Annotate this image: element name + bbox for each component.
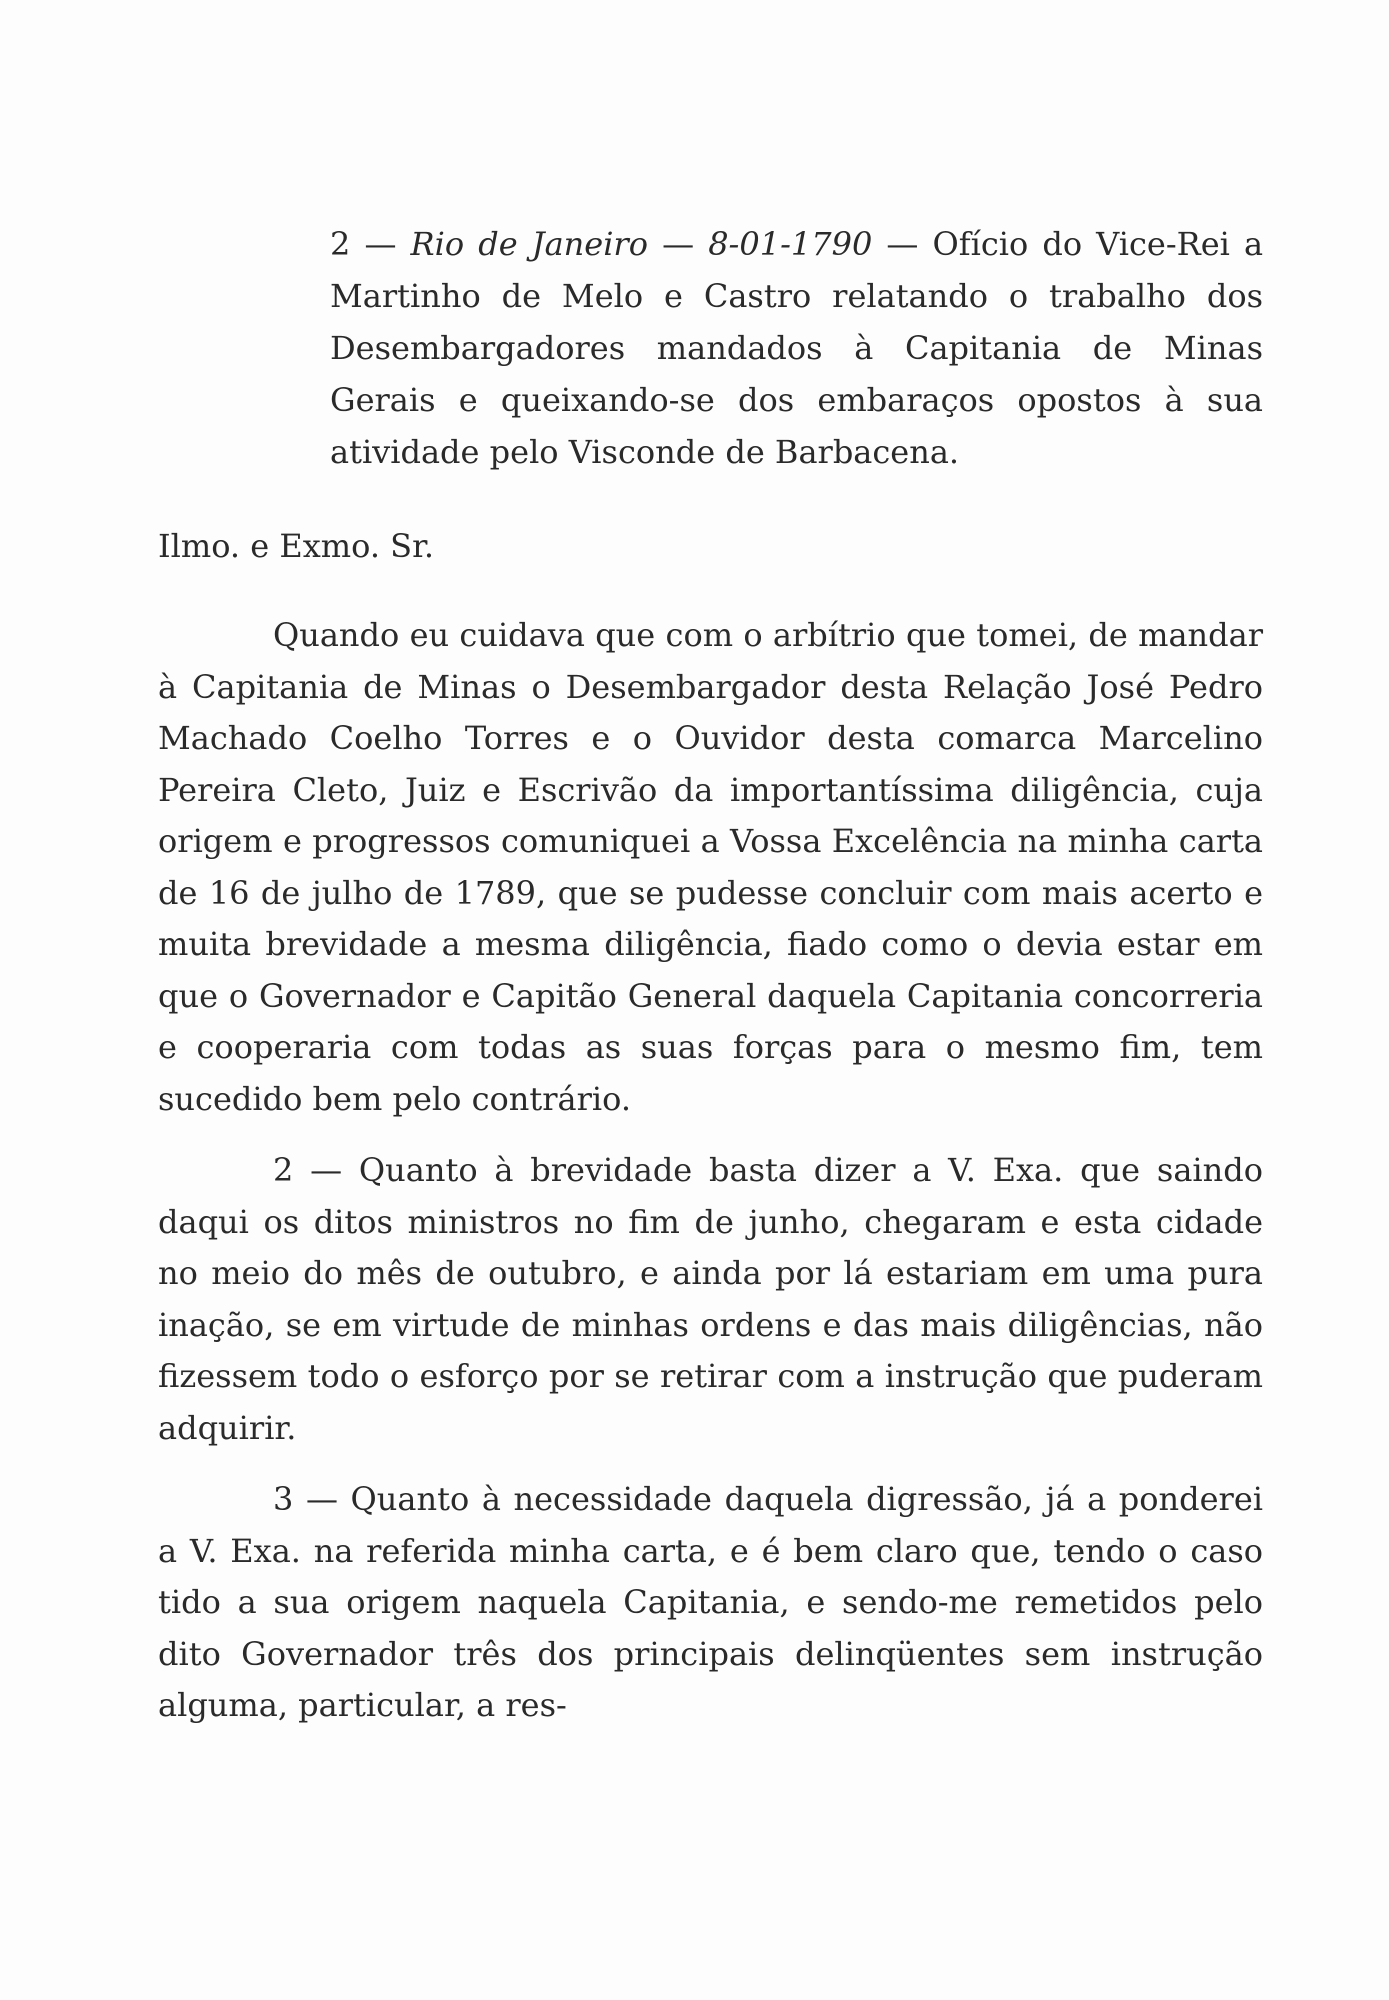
document-summary [330,218,1263,478]
paragraph-1: Quando eu cuidava que com o arbítrio que tomei, de mandar à Capitania de Minas o Desembargador desta Relação José Pedro Machado Coelho Torres e o Ouvidor desta comarca Marcelino Pereira Cleto, Juiz e Escrivão da importantíssima diligência, cuja origem e progressos comuniquei a Vossa Excelência na minha carta de 16 de julho de 1789, que se pudesse concluir com mais acerto e muita brevidade a mesma diligência, fiado como o devia estar em que o Governador e Capitão General daquela Capitania concorreria e cooperaria com todas as suas forças para o mesmo fim, tem sucedido bem pelo contrário. [158,616,1263,1118]
salutation: Ilmo. e Exmo. Sr. [158,527,435,565]
paragraph-2: 2 — Quanto à brevidade basta dizer a V. Exa. que saindo daqui os ditos ministros no fim de junho, chegaram e esta cidade no meio do mês de outubro, e ainda por lá estariam em uma pura inação, se em virtude de minhas ordens e das mais diligências, não fizessem todo o esforço por se retirar com a instrução que puderam adquirir. [158,1151,1263,1447]
document-place: Rio de Janeiro [410,225,648,263]
separator-dash: — [872,225,933,263]
separator-dash: — [350,225,411,263]
document-date: 8-01-1790 [708,225,873,263]
document-number: 2 [330,225,351,263]
paragraph-3: 3 — Quanto à necessidade daquela digressão, já a ponderei a V. Exa. na referida minha carta, e é bem claro que, tendo o caso tido a sua origem naquela Capitania, e sendo-me remetidos pelo dito Governador três dos principais delinqüentes sem instrução alguma, particular, a res- [158,1480,1263,1724]
document-description: Ofício do Vice-Rei a Martinho de Melo e Castro relatando o trabalho dos Desembargadores mandados à Capitania de Minas Gerais e queixando-se dos embaraços opostos à sua atividade pelo Visconde de Barbacena. [330,225,1264,471]
document-body [158,218,1263,1732]
separator-dash: — [648,225,709,263]
